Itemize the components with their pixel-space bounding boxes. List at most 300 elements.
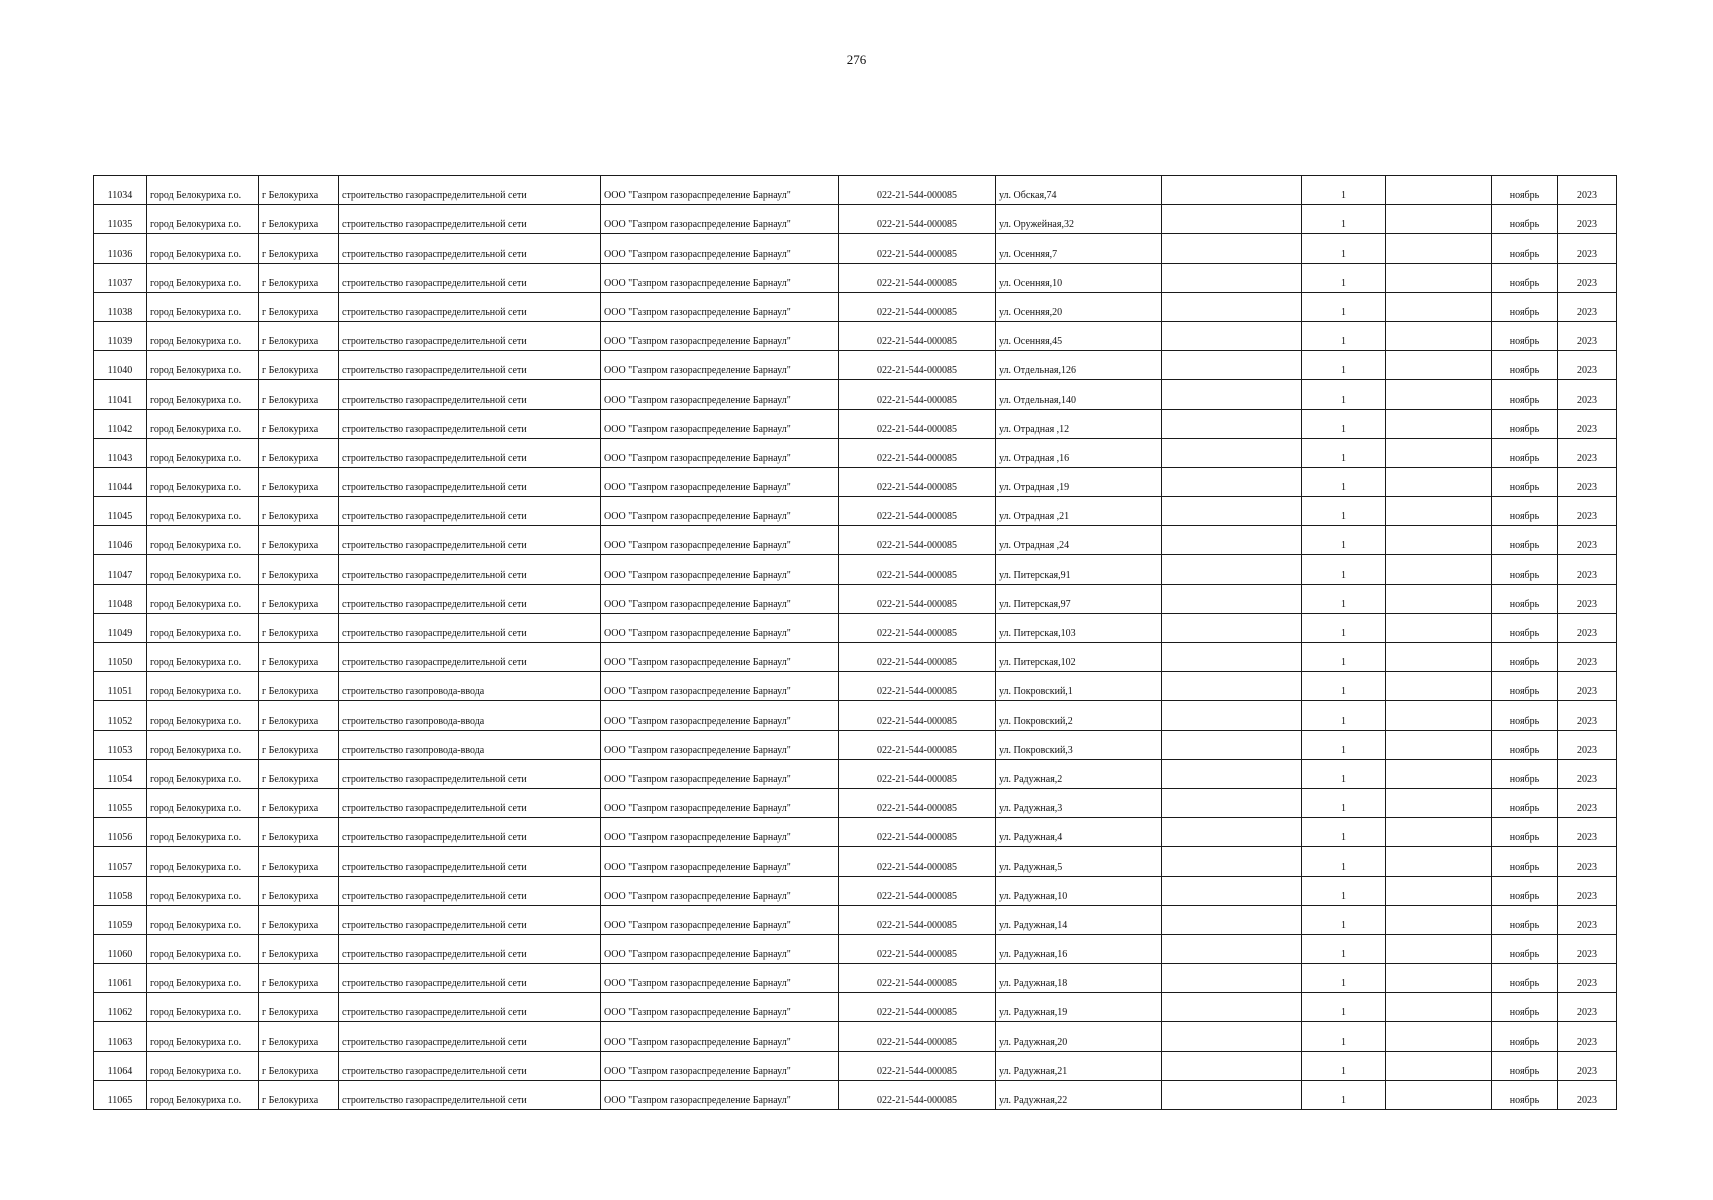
municipality-cell: город Белокуриха г.о.	[147, 964, 259, 993]
quantity-cell: 1	[1302, 643, 1386, 672]
year-cell: 2023	[1558, 613, 1617, 642]
program-code-cell: 022-21-544-000085	[839, 643, 996, 672]
program-code-cell: 022-21-544-000085	[839, 409, 996, 438]
settlement-cell: г Белокуриха	[259, 818, 339, 847]
settlement-cell: г Белокуриха	[259, 1051, 339, 1080]
row-number-cell: 11042	[94, 409, 147, 438]
month-cell: ноябрь	[1492, 672, 1558, 701]
empty-cell	[1386, 643, 1492, 672]
program-code-cell: 022-21-544-000085	[839, 497, 996, 526]
empty-cell	[1162, 788, 1302, 817]
program-code-cell: 022-21-544-000085	[839, 234, 996, 263]
month-cell: ноябрь	[1492, 1022, 1558, 1051]
empty-cell	[1386, 234, 1492, 263]
year-cell: 2023	[1558, 409, 1617, 438]
organization-cell: ООО "Газпром газораспределение Барнаул"	[601, 1051, 839, 1080]
year-cell: 2023	[1558, 964, 1617, 993]
quantity-cell: 1	[1302, 263, 1386, 292]
address-cell: ул. Питерская,97	[996, 584, 1162, 613]
organization-cell: ООО "Газпром газораспределение Барнаул"	[601, 380, 839, 409]
municipality-cell: город Белокуриха г.о.	[147, 818, 259, 847]
month-cell: ноябрь	[1492, 234, 1558, 263]
empty-cell	[1162, 176, 1302, 205]
municipality-cell: город Белокуриха г.о.	[147, 672, 259, 701]
program-code-cell: 022-21-544-000085	[839, 613, 996, 642]
organization-cell: ООО "Газпром газораспределение Барнаул"	[601, 672, 839, 701]
municipality-cell: город Белокуриха г.о.	[147, 176, 259, 205]
municipality-cell: город Белокуриха г.о.	[147, 438, 259, 467]
month-cell: ноябрь	[1492, 964, 1558, 993]
year-cell: 2023	[1558, 818, 1617, 847]
municipality-cell: город Белокуриха г.о.	[147, 993, 259, 1022]
organization-cell: ООО "Газпром газораспределение Барнаул"	[601, 584, 839, 613]
organization-cell: ООО "Газпром газораспределение Барнаул"	[601, 176, 839, 205]
address-cell: ул. Отдельная,126	[996, 351, 1162, 380]
row-number-cell: 11044	[94, 467, 147, 496]
empty-cell	[1162, 730, 1302, 759]
work-type-cell: строительство газораспределительной сети	[339, 905, 601, 934]
empty-cell	[1386, 876, 1492, 905]
municipality-cell: город Белокуриха г.о.	[147, 934, 259, 963]
quantity-cell: 1	[1302, 847, 1386, 876]
table-row	[94, 643, 1617, 672]
year-cell: 2023	[1558, 292, 1617, 321]
settlement-cell: г Белокуриха	[259, 788, 339, 817]
work-type-cell: строительство газораспределительной сети	[339, 205, 601, 234]
settlement-cell: г Белокуриха	[259, 613, 339, 642]
municipality-cell: город Белокуриха г.о.	[147, 643, 259, 672]
year-cell: 2023	[1558, 672, 1617, 701]
year-cell: 2023	[1558, 993, 1617, 1022]
settlement-cell: г Белокуриха	[259, 701, 339, 730]
row-number-cell: 11038	[94, 292, 147, 321]
empty-cell	[1386, 730, 1492, 759]
organization-cell: ООО "Газпром газораспределение Барнаул"	[601, 847, 839, 876]
year-cell: 2023	[1558, 1022, 1617, 1051]
organization-cell: ООО "Газпром газораспределение Барнаул"	[601, 234, 839, 263]
table-row	[94, 526, 1617, 555]
month-cell: ноябрь	[1492, 759, 1558, 788]
year-cell: 2023	[1558, 263, 1617, 292]
organization-cell: ООО "Газпром газораспределение Барнаул"	[601, 263, 839, 292]
month-cell: ноябрь	[1492, 497, 1558, 526]
empty-cell	[1386, 788, 1492, 817]
table-row	[94, 321, 1617, 350]
row-number-cell: 11055	[94, 788, 147, 817]
year-cell: 2023	[1558, 555, 1617, 584]
organization-cell: ООО "Газпром газораспределение Барнаул"	[601, 438, 839, 467]
month-cell: ноябрь	[1492, 380, 1558, 409]
table-row	[94, 409, 1617, 438]
program-code-cell: 022-21-544-000085	[839, 788, 996, 817]
municipality-cell: город Белокуриха г.о.	[147, 1051, 259, 1080]
address-cell: ул. Радужная,14	[996, 905, 1162, 934]
work-type-cell: строительство газораспределительной сети	[339, 759, 601, 788]
work-type-cell: строительство газораспределительной сети	[339, 263, 601, 292]
municipality-cell: город Белокуриха г.о.	[147, 1080, 259, 1109]
address-cell: ул. Покровский,1	[996, 672, 1162, 701]
organization-cell: ООО "Газпром газораспределение Барнаул"	[601, 701, 839, 730]
row-number-cell: 11040	[94, 351, 147, 380]
quantity-cell: 1	[1302, 555, 1386, 584]
work-type-cell: строительство газораспределительной сети	[339, 321, 601, 350]
address-cell: ул. Радужная,2	[996, 759, 1162, 788]
organization-cell: ООО "Газпром газораспределение Барнаул"	[601, 876, 839, 905]
table-row	[94, 1051, 1617, 1080]
table-row	[94, 847, 1617, 876]
work-type-cell: строительство газораспределительной сети	[339, 993, 601, 1022]
empty-cell	[1162, 380, 1302, 409]
year-cell: 2023	[1558, 643, 1617, 672]
table-row	[94, 1080, 1617, 1109]
row-number-cell: 11034	[94, 176, 147, 205]
work-type-cell: строительство газораспределительной сети	[339, 584, 601, 613]
organization-cell: ООО "Газпром газораспределение Барнаул"	[601, 1022, 839, 1051]
row-number-cell: 11056	[94, 818, 147, 847]
year-cell: 2023	[1558, 380, 1617, 409]
program-code-cell: 022-21-544-000085	[839, 263, 996, 292]
empty-cell	[1386, 701, 1492, 730]
empty-cell	[1386, 321, 1492, 350]
settlement-cell: г Белокуриха	[259, 263, 339, 292]
row-number-cell: 11053	[94, 730, 147, 759]
quantity-cell: 1	[1302, 1022, 1386, 1051]
table-row	[94, 205, 1617, 234]
address-cell: ул. Отрадная ,24	[996, 526, 1162, 555]
row-number-cell: 11064	[94, 1051, 147, 1080]
program-code-cell: 022-21-544-000085	[839, 730, 996, 759]
page-number: 276	[846, 52, 867, 67]
row-number-cell: 11059	[94, 905, 147, 934]
quantity-cell: 1	[1302, 467, 1386, 496]
empty-cell	[1386, 380, 1492, 409]
row-number-cell: 11045	[94, 497, 147, 526]
settlement-cell: г Белокуриха	[259, 934, 339, 963]
program-code-cell: 022-21-544-000085	[839, 526, 996, 555]
program-code-cell: 022-21-544-000085	[839, 176, 996, 205]
quantity-cell: 1	[1302, 818, 1386, 847]
quantity-cell: 1	[1302, 672, 1386, 701]
table-row	[94, 584, 1617, 613]
empty-cell	[1386, 1051, 1492, 1080]
month-cell: ноябрь	[1492, 613, 1558, 642]
work-type-cell: строительство газораспределительной сети	[339, 1051, 601, 1080]
address-cell: ул. Обская,74	[996, 176, 1162, 205]
row-number-cell: 11039	[94, 321, 147, 350]
address-cell: ул. Осенняя,20	[996, 292, 1162, 321]
month-cell: ноябрь	[1492, 847, 1558, 876]
work-type-cell: строительство газораспределительной сети	[339, 176, 601, 205]
row-number-cell: 11062	[94, 993, 147, 1022]
quantity-cell: 1	[1302, 876, 1386, 905]
organization-cell: ООО "Газпром газораспределение Барнаул"	[601, 555, 839, 584]
table-row	[94, 1022, 1617, 1051]
empty-cell	[1162, 613, 1302, 642]
municipality-cell: город Белокуриха г.о.	[147, 730, 259, 759]
settlement-cell: г Белокуриха	[259, 730, 339, 759]
empty-cell	[1162, 292, 1302, 321]
settlement-cell: г Белокуриха	[259, 234, 339, 263]
empty-cell	[1162, 1022, 1302, 1051]
month-cell: ноябрь	[1492, 643, 1558, 672]
month-cell: ноябрь	[1492, 818, 1558, 847]
year-cell: 2023	[1558, 526, 1617, 555]
quantity-cell: 1	[1302, 176, 1386, 205]
year-cell: 2023	[1558, 730, 1617, 759]
address-cell: ул. Радужная,5	[996, 847, 1162, 876]
program-code-cell: 022-21-544-000085	[839, 292, 996, 321]
table-row	[94, 467, 1617, 496]
settlement-cell: г Белокуриха	[259, 643, 339, 672]
empty-cell	[1386, 292, 1492, 321]
quantity-cell: 1	[1302, 438, 1386, 467]
row-number-cell: 11061	[94, 964, 147, 993]
settlement-cell: г Белокуриха	[259, 438, 339, 467]
empty-cell	[1386, 1022, 1492, 1051]
address-cell: ул. Радужная,16	[996, 934, 1162, 963]
program-code-cell: 022-21-544-000085	[839, 467, 996, 496]
year-cell: 2023	[1558, 438, 1617, 467]
organization-cell: ООО "Газпром газораспределение Барнаул"	[601, 964, 839, 993]
empty-cell	[1386, 497, 1492, 526]
quantity-cell: 1	[1302, 205, 1386, 234]
address-cell: ул. Отрадная ,16	[996, 438, 1162, 467]
empty-cell	[1162, 964, 1302, 993]
work-type-cell: строительство газораспределительной сети	[339, 438, 601, 467]
settlement-cell: г Белокуриха	[259, 351, 339, 380]
empty-cell	[1386, 672, 1492, 701]
program-code-cell: 022-21-544-000085	[839, 1022, 996, 1051]
empty-cell	[1162, 643, 1302, 672]
quantity-cell: 1	[1302, 701, 1386, 730]
row-number-cell: 11048	[94, 584, 147, 613]
table-row	[94, 701, 1617, 730]
empty-cell	[1162, 467, 1302, 496]
work-type-cell: строительство газораспределительной сети	[339, 643, 601, 672]
table-row	[94, 234, 1617, 263]
work-type-cell: строительство газораспределительной сети	[339, 847, 601, 876]
empty-cell	[1162, 876, 1302, 905]
address-cell: ул. Покровский,3	[996, 730, 1162, 759]
empty-cell	[1162, 905, 1302, 934]
work-type-cell: строительство газораспределительной сети	[339, 555, 601, 584]
year-cell: 2023	[1558, 759, 1617, 788]
work-type-cell: строительство газораспределительной сети	[339, 526, 601, 555]
municipality-cell: город Белокуриха г.о.	[147, 759, 259, 788]
month-cell: ноябрь	[1492, 263, 1558, 292]
settlement-cell: г Белокуриха	[259, 292, 339, 321]
municipality-cell: город Белокуриха г.о.	[147, 701, 259, 730]
table-row	[94, 876, 1617, 905]
municipality-cell: город Белокуриха г.о.	[147, 321, 259, 350]
program-code-cell: 022-21-544-000085	[839, 380, 996, 409]
settlement-cell: г Белокуриха	[259, 526, 339, 555]
organization-cell: ООО "Газпром газораспределение Барнаул"	[601, 613, 839, 642]
work-type-cell: строительство газопровода-ввода	[339, 672, 601, 701]
row-number-cell: 11050	[94, 643, 147, 672]
municipality-cell: город Белокуриха г.о.	[147, 905, 259, 934]
empty-cell	[1162, 1051, 1302, 1080]
empty-cell	[1162, 321, 1302, 350]
empty-cell	[1386, 176, 1492, 205]
settlement-cell: г Белокуриха	[259, 964, 339, 993]
address-cell: ул. Радужная,18	[996, 964, 1162, 993]
year-cell: 2023	[1558, 467, 1617, 496]
quantity-cell: 1	[1302, 234, 1386, 263]
table-row	[94, 964, 1617, 993]
organization-cell: ООО "Газпром газораспределение Барнаул"	[601, 497, 839, 526]
settlement-cell: г Белокуриха	[259, 409, 339, 438]
empty-cell	[1386, 964, 1492, 993]
settlement-cell: г Белокуриха	[259, 584, 339, 613]
settlement-cell: г Белокуриха	[259, 497, 339, 526]
settlement-cell: г Белокуриха	[259, 467, 339, 496]
empty-cell	[1162, 701, 1302, 730]
empty-cell	[1386, 1080, 1492, 1109]
quantity-cell: 1	[1302, 934, 1386, 963]
empty-cell	[1162, 555, 1302, 584]
municipality-cell: город Белокуриха г.о.	[147, 876, 259, 905]
row-number-cell: 11054	[94, 759, 147, 788]
municipality-cell: город Белокуриха г.о.	[147, 1022, 259, 1051]
work-type-cell: строительство газораспределительной сети	[339, 818, 601, 847]
year-cell: 2023	[1558, 847, 1617, 876]
empty-cell	[1162, 234, 1302, 263]
month-cell: ноябрь	[1492, 701, 1558, 730]
empty-cell	[1386, 759, 1492, 788]
empty-cell	[1386, 613, 1492, 642]
quantity-cell: 1	[1302, 788, 1386, 817]
municipality-cell: город Белокуриха г.о.	[147, 409, 259, 438]
quantity-cell: 1	[1302, 613, 1386, 642]
address-cell: ул. Радужная,10	[996, 876, 1162, 905]
table-row	[94, 380, 1617, 409]
municipality-cell: город Белокуриха г.о.	[147, 467, 259, 496]
year-cell: 2023	[1558, 934, 1617, 963]
quantity-cell: 1	[1302, 526, 1386, 555]
quantity-cell: 1	[1302, 292, 1386, 321]
year-cell: 2023	[1558, 788, 1617, 817]
program-code-cell: 022-21-544-000085	[839, 701, 996, 730]
table-row	[94, 555, 1617, 584]
program-code-cell: 022-21-544-000085	[839, 205, 996, 234]
month-cell: ноябрь	[1492, 205, 1558, 234]
empty-cell	[1162, 497, 1302, 526]
program-code-cell: 022-21-544-000085	[839, 672, 996, 701]
table-row	[94, 934, 1617, 963]
program-code-cell: 022-21-544-000085	[839, 847, 996, 876]
organization-cell: ООО "Газпром газораспределение Барнаул"	[601, 467, 839, 496]
quantity-cell: 1	[1302, 321, 1386, 350]
settlement-cell: г Белокуриха	[259, 1080, 339, 1109]
row-number-cell: 11051	[94, 672, 147, 701]
work-type-cell: строительство газораспределительной сети	[339, 497, 601, 526]
organization-cell: ООО "Газпром газораспределение Барнаул"	[601, 643, 839, 672]
organization-cell: ООО "Газпром газораспределение Барнаул"	[601, 934, 839, 963]
empty-cell	[1386, 205, 1492, 234]
program-code-cell: 022-21-544-000085	[839, 584, 996, 613]
year-cell: 2023	[1558, 321, 1617, 350]
empty-cell	[1162, 759, 1302, 788]
row-number-cell: 11035	[94, 205, 147, 234]
year-cell: 2023	[1558, 584, 1617, 613]
quantity-cell: 1	[1302, 1080, 1386, 1109]
work-type-cell: строительство газораспределительной сети	[339, 1080, 601, 1109]
month-cell: ноябрь	[1492, 1051, 1558, 1080]
row-number-cell: 11049	[94, 613, 147, 642]
organization-cell: ООО "Газпром газораспределение Барнаул"	[601, 759, 839, 788]
table-row	[94, 672, 1617, 701]
row-number-cell: 11058	[94, 876, 147, 905]
empty-cell	[1386, 584, 1492, 613]
work-type-cell: строительство газораспределительной сети	[339, 234, 601, 263]
month-cell: ноябрь	[1492, 438, 1558, 467]
address-cell: ул. Питерская,102	[996, 643, 1162, 672]
year-cell: 2023	[1558, 1051, 1617, 1080]
empty-cell	[1162, 409, 1302, 438]
month-cell: ноябрь	[1492, 1080, 1558, 1109]
quantity-cell: 1	[1302, 409, 1386, 438]
month-cell: ноябрь	[1492, 526, 1558, 555]
program-code-cell: 022-21-544-000085	[839, 759, 996, 788]
table-row	[94, 730, 1617, 759]
quantity-cell: 1	[1302, 905, 1386, 934]
municipality-cell: город Белокуриха г.о.	[147, 234, 259, 263]
table-row	[94, 818, 1617, 847]
program-code-cell: 022-21-544-000085	[839, 1051, 996, 1080]
work-type-cell: строительство газораспределительной сети	[339, 351, 601, 380]
work-type-cell: строительство газопровода-ввода	[339, 730, 601, 759]
registry-table-container	[93, 175, 1597, 1110]
empty-cell	[1162, 351, 1302, 380]
empty-cell	[1386, 847, 1492, 876]
address-cell: ул. Отрадная ,19	[996, 467, 1162, 496]
settlement-cell: г Белокуриха	[259, 555, 339, 584]
table-row	[94, 759, 1617, 788]
program-code-cell: 022-21-544-000085	[839, 964, 996, 993]
month-cell: ноябрь	[1492, 934, 1558, 963]
municipality-cell: город Белокуриха г.о.	[147, 555, 259, 584]
municipality-cell: город Белокуриха г.о.	[147, 613, 259, 642]
row-number-cell: 11065	[94, 1080, 147, 1109]
row-number-cell: 11043	[94, 438, 147, 467]
municipality-cell: город Белокуриха г.о.	[147, 292, 259, 321]
month-cell: ноябрь	[1492, 176, 1558, 205]
organization-cell: ООО "Газпром газораспределение Барнаул"	[601, 351, 839, 380]
organization-cell: ООО "Газпром газораспределение Барнаул"	[601, 526, 839, 555]
work-type-cell: строительство газораспределительной сети	[339, 292, 601, 321]
month-cell: ноябрь	[1492, 292, 1558, 321]
municipality-cell: город Белокуриха г.о.	[147, 584, 259, 613]
organization-cell: ООО "Газпром газораспределение Барнаул"	[601, 409, 839, 438]
year-cell: 2023	[1558, 234, 1617, 263]
registry-table	[93, 175, 1617, 1110]
month-cell: ноябрь	[1492, 905, 1558, 934]
organization-cell: ООО "Газпром газораспределение Барнаул"	[601, 1080, 839, 1109]
table-row	[94, 263, 1617, 292]
quantity-cell: 1	[1302, 730, 1386, 759]
empty-cell	[1162, 205, 1302, 234]
empty-cell	[1162, 438, 1302, 467]
settlement-cell: г Белокуриха	[259, 380, 339, 409]
registry-table-body	[94, 176, 1617, 1110]
table-row	[94, 905, 1617, 934]
program-code-cell: 022-21-544-000085	[839, 993, 996, 1022]
address-cell: ул. Радужная,22	[996, 1080, 1162, 1109]
organization-cell: ООО "Газпром газораспределение Барнаул"	[601, 730, 839, 759]
empty-cell	[1162, 263, 1302, 292]
work-type-cell: строительство газораспределительной сети	[339, 788, 601, 817]
